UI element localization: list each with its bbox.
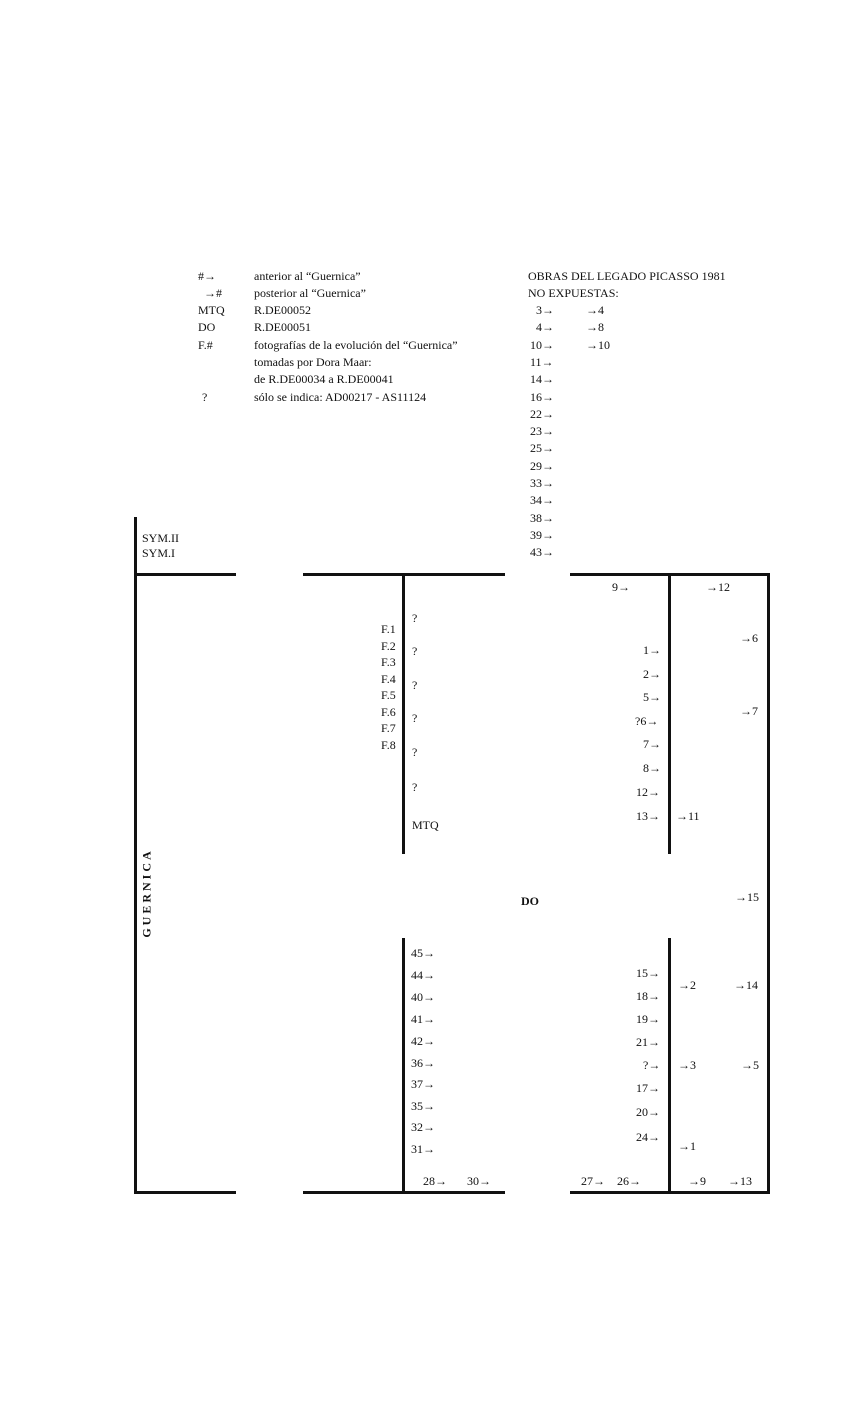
bottom-line-middle (303, 1191, 505, 1194)
photo-label: F.6 (381, 705, 396, 719)
photo-label: F.7 (381, 721, 396, 735)
work-item: 13→ (636, 809, 660, 823)
work-item: 44→ (411, 968, 435, 982)
do-label: DO (521, 894, 539, 908)
work-item: 20→ (636, 1105, 660, 1119)
legend-text: tomadas por Dora Maar: (254, 355, 372, 369)
item-6: →6 (740, 631, 758, 645)
work-item: 32→ (411, 1120, 435, 1134)
work-item: 15→ (636, 966, 660, 980)
legado-item: 23→ (530, 424, 554, 438)
legado-item: 43→ (530, 545, 554, 559)
question-mark: ? (412, 745, 418, 759)
legend-text: R.DE00051 (254, 320, 311, 334)
work-item: →9 (688, 1174, 706, 1188)
question-mark: ? (412, 711, 418, 725)
work-item: 7→ (643, 737, 661, 751)
work-item: 37→ (411, 1077, 435, 1091)
item-9: 9→ (612, 580, 630, 594)
guernica-label: GUERNICA (139, 848, 154, 938)
work-item: 24→ (636, 1130, 660, 1144)
work-item: →14 (734, 978, 758, 992)
legend-key: ? (202, 390, 208, 404)
work-item: →5 (741, 1058, 759, 1072)
legado-item: 16→ (530, 390, 554, 404)
legado-subtitle: NO EXPUESTAS: (528, 286, 619, 300)
legado-item: 4→ (536, 320, 554, 334)
work-item: 17→ (636, 1081, 660, 1095)
legado-item: 33→ (530, 476, 554, 490)
item-11: →11 (676, 809, 700, 823)
legado-item: 34→ (530, 493, 554, 507)
work-item: →1 (678, 1139, 696, 1153)
right-inner-vertical-lower (668, 938, 671, 1194)
photo-label: F.1 (381, 622, 396, 636)
work-item: 5→ (643, 690, 661, 704)
work-item: 41→ (411, 1012, 435, 1026)
work-item: 19→ (636, 1012, 660, 1026)
work-item: 35→ (411, 1099, 435, 1113)
photo-label: F.3 (381, 655, 396, 669)
work-item: 26→ (617, 1174, 641, 1188)
item-7: →7 (740, 704, 758, 718)
legend-key: #→ (198, 269, 216, 283)
question-mark: ? (412, 678, 418, 692)
legado-item: 3→ (536, 303, 554, 317)
legado-item: →4 (586, 303, 604, 317)
legado-item: 14→ (530, 372, 554, 386)
top-line-left (134, 573, 236, 576)
work-item: 42→ (411, 1034, 435, 1048)
legend-key: MTQ (198, 303, 225, 317)
mid-vertical-lower (402, 938, 405, 1194)
legado-item: 11→ (530, 355, 554, 369)
legend-text: sólo se indica: AD00217 - AS11124 (254, 390, 427, 404)
legado-item: 10→ (530, 338, 554, 352)
work-item: ?→ (643, 1058, 661, 1072)
mid-vertical-upper (402, 573, 405, 854)
work-item: 30→ (467, 1174, 491, 1188)
work-item: 2→ (643, 667, 661, 681)
legado-item: 29→ (530, 459, 554, 473)
legado-item: 25→ (530, 441, 554, 455)
work-item: 21→ (636, 1035, 660, 1049)
left-vertical-line (134, 517, 137, 1194)
photo-label: F.8 (381, 738, 396, 752)
work-item: ?6→ (635, 714, 659, 728)
question-mark: ? (412, 644, 418, 658)
work-item: →13 (728, 1174, 752, 1188)
legado-item: 38→ (530, 511, 554, 525)
legend-text: de R.DE00034 a R.DE00041 (254, 372, 394, 386)
work-item: →2 (678, 978, 696, 992)
legado-item: 39→ (530, 528, 554, 542)
sym-i-label: SYM.I (142, 546, 176, 560)
photo-label: F.4 (381, 672, 396, 686)
legado-item: →8 (586, 320, 604, 334)
legend-text: posterior al “Guernica” (254, 286, 366, 300)
bottom-line-left (134, 1191, 236, 1194)
legend-key: →# (204, 286, 222, 300)
work-item: 28→ (423, 1174, 447, 1188)
right-inner-vertical-upper (668, 573, 671, 854)
work-item: 8→ (643, 761, 661, 775)
work-item: 27→ (581, 1174, 605, 1188)
work-item: 45→ (411, 946, 435, 960)
work-item: 12→ (636, 785, 660, 799)
legend-key: DO (198, 320, 216, 334)
work-item: 31→ (411, 1142, 435, 1156)
bottom-line-right (570, 1191, 770, 1194)
work-item: 36→ (411, 1056, 435, 1070)
photo-label: F.2 (381, 639, 396, 653)
item-15: →15 (735, 890, 759, 904)
legado-item: 22→ (530, 407, 554, 421)
legado-title: OBRAS DEL LEGADO PICASSO 1981 (528, 269, 726, 283)
mtq-label: MTQ (412, 818, 439, 832)
photo-label: F.5 (381, 688, 396, 702)
item-12: →12 (706, 580, 730, 594)
work-item: 18→ (636, 989, 660, 1003)
right-vertical-line (767, 573, 770, 1194)
question-mark: ? (412, 780, 418, 794)
legend-key: F.# (198, 338, 213, 352)
work-item: →3 (678, 1058, 696, 1072)
work-item: 1→ (643, 643, 661, 657)
work-item: 40→ (411, 990, 435, 1004)
sym-ii-label: SYM.II (142, 531, 180, 545)
legend-text: R.DE00052 (254, 303, 311, 317)
question-mark: ? (412, 611, 418, 625)
legend-text: anterior al “Guernica” (254, 269, 361, 283)
legend-text: fotografías de la evolución del “Guernica” (254, 338, 458, 352)
legado-item: →10 (586, 338, 610, 352)
